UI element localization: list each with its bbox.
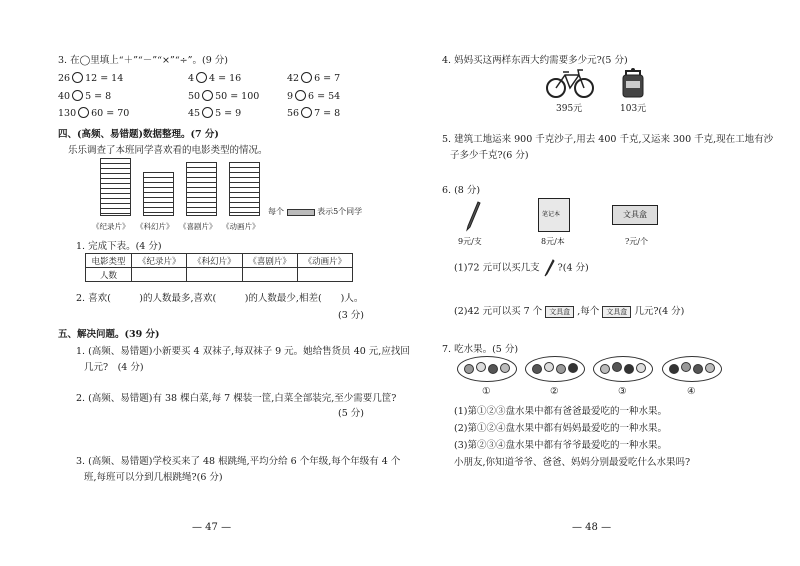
- q6-sub2-prefix: (2)42 元可以买 7 个: [454, 306, 543, 317]
- sec4-q2: 2. 喜欢( )的人数最多,喜欢( )的人数最少,相差( )人。: [76, 293, 364, 304]
- price-pencil-case: ?元/个: [625, 237, 648, 246]
- q5-line2: 子多少千克?(6 分): [450, 150, 529, 161]
- fruit-icon: [500, 363, 510, 373]
- q3-title: 3. 在◯里填上“＋”“－”“×”“÷”。(9 分): [58, 55, 228, 66]
- pictograph-bar-comedy: [186, 162, 217, 216]
- q3-row-2-col-2: [188, 90, 259, 102]
- fruit-plate-4: [662, 356, 722, 382]
- fruit-icon: [568, 363, 578, 373]
- legend-suffix: 表示5个同学: [317, 207, 363, 216]
- q6-sub2-mid: ,每个: [577, 306, 600, 317]
- price-bicycle: 395元: [556, 104, 583, 114]
- expr-b: 12 = 14: [85, 73, 124, 84]
- q7-line-2: (2)第①②④盘水果中都有妈妈最爱吃的一种水果。: [454, 423, 667, 434]
- section-4-title: 四、(高频、易错题)数据整理。(7 分): [58, 129, 219, 140]
- table-row-label: 人数: [86, 268, 132, 282]
- fruit-icon: [693, 364, 703, 374]
- expr-a: 56: [287, 108, 300, 119]
- fruit-icon: [612, 362, 622, 372]
- page-48: [400, 0, 800, 566]
- pencil-case-icon: 文具盒: [545, 306, 574, 318]
- blank-circle[interactable]: [301, 107, 312, 118]
- pictograph-legend: [268, 206, 362, 217]
- table-answer-cell[interactable]: [297, 268, 352, 282]
- fruit-icon: [681, 362, 691, 372]
- q6-sub2-suffix: 几元?(4 分): [634, 306, 685, 317]
- expr-a: 9: [287, 91, 294, 102]
- plate-label: ①: [482, 386, 491, 397]
- table-header-cell: 《科幻片》: [187, 254, 242, 268]
- pictograph-bar-scifi: [143, 172, 174, 216]
- bar-label: 《科幻片》: [136, 222, 174, 231]
- fruit-icon: [624, 364, 634, 374]
- plate-label: ④: [687, 386, 696, 397]
- q5-line1: 5. 建筑工地运来 900 千克沙子,用去 400 千克,又运来 300 千克,现在工地有沙: [442, 134, 774, 145]
- expr-b: 5 = 8: [85, 91, 112, 102]
- fruit-icon: [705, 363, 715, 373]
- pencil-case-icon: 文具盒: [602, 306, 631, 318]
- blank-circle[interactable]: [295, 90, 306, 101]
- q3-row-1-col-2: [188, 72, 241, 84]
- pictograph-bar-animation: [229, 162, 260, 216]
- q3-row-1-col-3: [287, 72, 340, 84]
- sec5-q2-line1: 2. (高频、易错题)有 38 棵白菜,每 7 棵装一筐,白菜全部装完,至少需要几筐?: [76, 393, 397, 404]
- fruit-icon: [636, 363, 646, 373]
- table-header-cell: 电影类型: [86, 254, 132, 268]
- movie-table: [85, 253, 353, 282]
- blank-circle[interactable]: [202, 107, 213, 118]
- fruit-icon: [476, 362, 486, 372]
- blank-circle[interactable]: [72, 90, 83, 101]
- q7-line-1: (1)第①②③盘水果中都有爸爸最爱吃的一种水果。: [454, 406, 667, 417]
- notebook-label: 笔记本: [542, 211, 561, 218]
- blank-circle[interactable]: [78, 107, 89, 118]
- q3-row-3-col-2: [188, 107, 241, 119]
- fruit-icon: [544, 362, 554, 372]
- sec5-q2-score: (5 分): [338, 408, 364, 419]
- q4-title: 4. 妈妈买这两样东西大约需要多少元?(5 分): [442, 55, 628, 66]
- pressure-cooker-icon: [620, 67, 646, 99]
- table-answer-cell[interactable]: [132, 268, 187, 282]
- expr-b: 5 = 9: [215, 108, 242, 119]
- sec5-q3-line2: 班,每班可以分到几根跳绳?(6 分): [84, 472, 223, 483]
- q6-sub1-prefix: (1)72 元可以买几支: [454, 262, 540, 274]
- table-answer-cell[interactable]: [187, 268, 242, 282]
- sec5-q3-line1: 3. (高频、易错题)学校买来了 48 根跳绳,平均分给 6 个年级,每个年级有 4 个: [76, 456, 401, 467]
- fruit-plate-1: [457, 356, 517, 382]
- q3-row-3-col-3: [287, 107, 340, 119]
- table-row: [86, 254, 353, 268]
- price-cooker: 103元: [620, 104, 647, 114]
- q3-row-3: [58, 107, 129, 119]
- page-number: — 47 —: [192, 522, 232, 533]
- fruit-icon: [532, 364, 542, 374]
- table-row: [86, 268, 353, 282]
- q6-sub1: [454, 259, 589, 277]
- sec4-q2-score: (3 分): [338, 310, 364, 321]
- pencil-case-icon: 文具盒: [612, 205, 658, 225]
- table-header-cell: 《纪录片》: [132, 254, 187, 268]
- expr-a: 45: [188, 108, 201, 119]
- section-5-title: 五、解决问题。(39 分): [58, 329, 160, 340]
- expr-b: 4 = 16: [209, 73, 242, 84]
- expr-b: 7 = 8: [314, 108, 341, 119]
- sec5-q1-line1: 1. (高频、易错题)小新要买 4 双袜子,每双袜子 9 元。她给售货员 40 元,应找回: [76, 346, 410, 357]
- fruit-icon: [556, 364, 566, 374]
- legend-prefix: 每个: [268, 207, 284, 216]
- q7-line-3: (3)第②③④盘水果中都有爷爷最爱吃的一种水果。: [454, 440, 667, 451]
- q7-line-4: 小朋友,你知道爷爷、爸爸、妈妈分别最爱吃什么水果吗?: [454, 457, 691, 468]
- expr-b: 6 = 54: [308, 91, 341, 102]
- legend-swatch: [287, 209, 315, 216]
- bar-label: 《喜剧片》: [179, 222, 217, 231]
- plate-label: ②: [550, 386, 559, 397]
- pictograph-bar-documentary: [100, 158, 131, 216]
- fruit-icon: [600, 364, 610, 374]
- expr-a: 42: [287, 73, 300, 84]
- expr-b: 6 = 7: [314, 73, 341, 84]
- fruit-plate-2: [525, 356, 585, 382]
- bicycle-icon: [545, 67, 595, 99]
- q3-row-2-col-3: [287, 90, 340, 102]
- bar-label: 《纪录片》: [92, 222, 130, 231]
- blank-circle[interactable]: [301, 72, 312, 83]
- notebook-icon: [538, 198, 570, 232]
- pen-icon: [543, 259, 555, 277]
- pen-icon: [463, 200, 483, 232]
- sec5-q1-line2: 几元? (4 分): [84, 362, 144, 373]
- q3-row-1: [58, 72, 123, 84]
- q3-row-2: [58, 90, 111, 102]
- expr-a: 50: [188, 91, 201, 102]
- section-4-intro: 乐乐调查了本班同学喜欢看的电影类型的情况。: [68, 145, 268, 156]
- page-number: — 48 —: [572, 522, 612, 533]
- fruit-icon: [669, 364, 679, 374]
- table-header-cell: 《喜剧片》: [242, 254, 297, 268]
- table-header-cell: 《动画片》: [297, 254, 352, 268]
- bar-label: 《动画片》: [222, 222, 260, 231]
- expr-a: 40: [58, 91, 71, 102]
- price-pen: 9元/支: [458, 237, 482, 246]
- q6-sub2: [454, 303, 684, 318]
- expr-a: 130: [58, 108, 77, 119]
- plate-label: ③: [618, 386, 627, 397]
- expr-a: 26: [58, 73, 71, 84]
- expr-a: 4: [188, 73, 195, 84]
- fruit-icon: [488, 364, 498, 374]
- q6-title: 6. (8 分): [442, 185, 481, 196]
- fruit-icon: [464, 364, 474, 374]
- price-notebook: 8元/本: [541, 237, 565, 246]
- expr-b: 60 = 70: [91, 108, 130, 119]
- expr-b: 50 = 100: [215, 91, 260, 102]
- q7-title: 7. 吃水果。(5 分): [442, 344, 519, 355]
- fruit-plate-3: [593, 356, 653, 382]
- blank-circle[interactable]: [72, 72, 83, 83]
- q6-sub1-suffix: ?(4 分): [557, 262, 589, 274]
- blank-circle[interactable]: [202, 90, 213, 101]
- table-answer-cell[interactable]: [242, 268, 297, 282]
- blank-circle[interactable]: [196, 72, 207, 83]
- sec4-q1: 1. 完成下表。(4 分): [76, 241, 162, 252]
